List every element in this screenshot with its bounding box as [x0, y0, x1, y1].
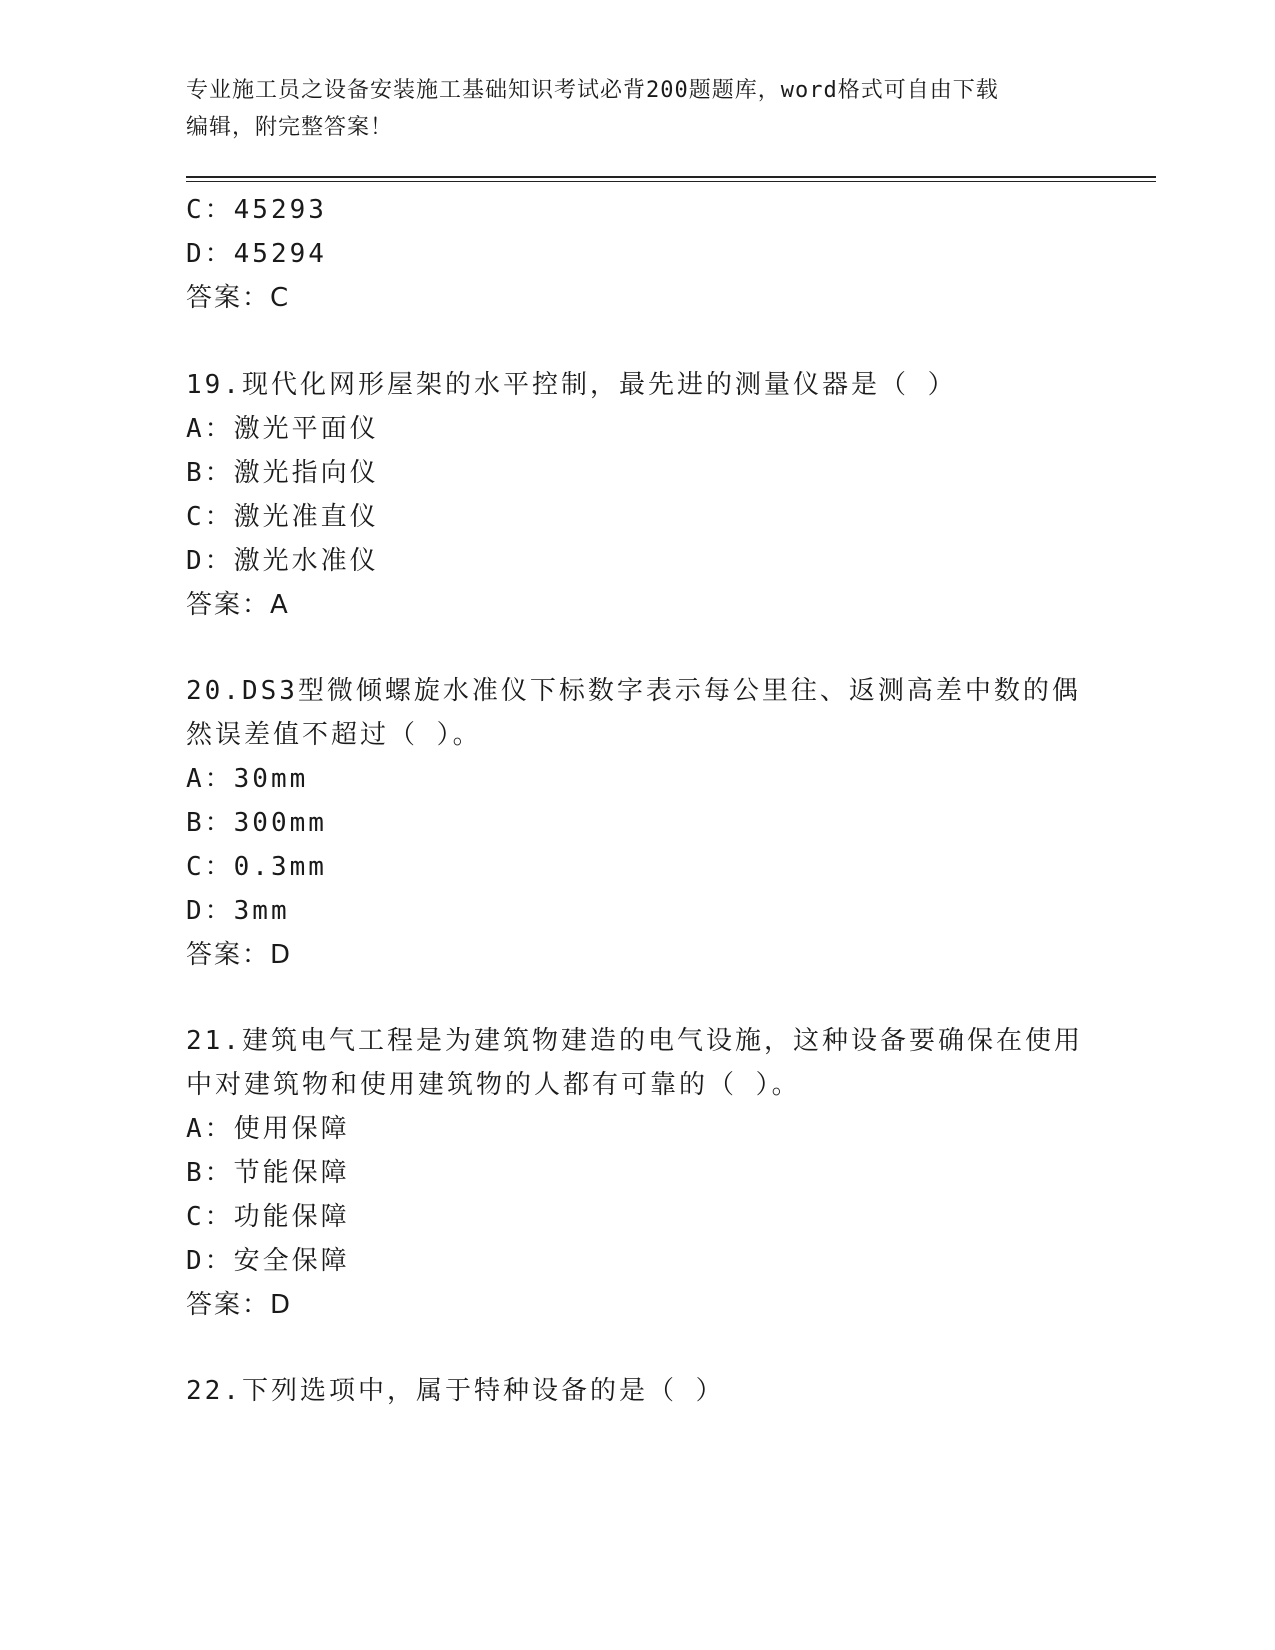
answer-line: 答案：D	[186, 940, 293, 970]
question-stem-continued: 中对建筑物和使用建筑物的人都有可靠的（ ）。	[186, 1070, 801, 1100]
document-header	[186, 72, 1086, 146]
option-b: B：300mm	[186, 808, 327, 838]
option-b: B：节能保障	[186, 1158, 350, 1188]
option-d: D：3mm	[186, 896, 290, 926]
answer-line: 答案：A	[186, 590, 290, 620]
question-stem: 19.现代化网形屋架的水平控制，最先进的测量仪器是（ ）	[186, 370, 957, 400]
question-stem: 21.建筑电气工程是为建筑物建造的电气设施，这种设备要确保在使用	[186, 1026, 1083, 1056]
header-title-line-1: 专业施工员之设备安装施工基础知识考试必背200题题库，word格式可自由下载	[186, 78, 999, 103]
header-rule-thick	[186, 176, 1156, 178]
option-c: C：激光准直仪	[186, 502, 379, 532]
question-stem: 20.DS3型微倾螺旋水准仪下标数字表示每公里往、返测高差中数的偶	[186, 676, 1081, 706]
option-a: A：30mm	[186, 764, 309, 794]
question-stem: 22.下列选项中，属于特种设备的是（ ）	[186, 1376, 725, 1406]
option-d: D：45294	[186, 239, 327, 269]
option-d: D：安全保障	[186, 1246, 350, 1276]
option-c: C：45293	[186, 195, 327, 225]
option-c: C：0.3mm	[186, 852, 327, 882]
option-d: D：激光水准仪	[186, 546, 379, 576]
header-title-line-2: 编辑，附完整答案！	[186, 115, 394, 140]
option-a: A：使用保障	[186, 1114, 350, 1144]
option-c: C：功能保障	[186, 1202, 350, 1232]
answer-line: 答案：C	[186, 283, 291, 313]
option-b: B：激光指向仪	[186, 458, 379, 488]
option-a: A：激光平面仪	[186, 414, 379, 444]
answer-line: 答案：D	[186, 1290, 293, 1320]
question-stem-continued: 然误差值不超过（ ）。	[186, 720, 482, 750]
header-rule-thin	[186, 181, 1156, 182]
